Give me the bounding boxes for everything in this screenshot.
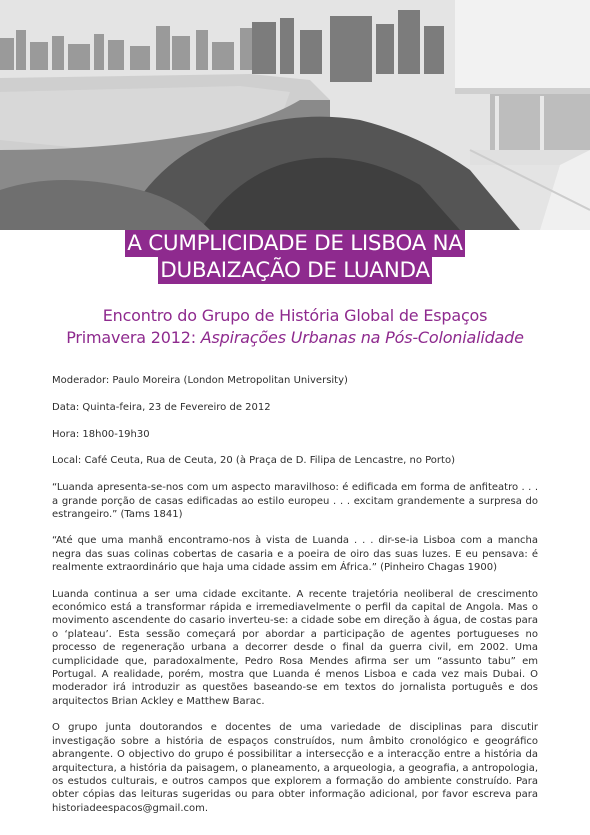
event-title	[0, 230, 590, 284]
subtitle-line-1: Encontro do Grupo de História Global de Espaços	[102, 306, 488, 325]
time-line: Hora: 18h00-19h30	[52, 428, 150, 440]
moderator-line: Moderador: Paulo Moreira (London Metropolitan University)	[52, 375, 348, 386]
luanda-bay-photo-icon	[0, 0, 590, 230]
header-photo	[0, 0, 590, 230]
description-paragraph: Luanda continua a ser uma cidade excitante. A recente trajetória neoliberal de crescimento económico está a transformar rápida e irremediavelmente o perfil da capital de Angola. Mas o movimento ascendente do casario inverteu-se: a cidade sobe em direção à água, de costas para o ‘plateau’. Esta sessão começará por abordar a participação de agentes portugueses no processo de regeneração urbana a decorrer desde o final da guerra civil, em 2002. Uma cumplicidade que, paradoxalmente, Pedro Rosa Mendes afirma ser um “assunto tabu” em Portugal. A realidade, porém, mostra que Luanda é menos Lisboa e cada vez mais Dubai. O moderador irá introduzir as questões baseando-se em textos do jornalista português e dos arquitectos Brian Ackley e Matthew Barac.	[52, 588, 538, 707]
quote-tams: “Luanda apresenta-se-nos com um aspecto maravilhoso: é edificada em forma de anfiteatro . . . a grande porção de casas edificadas ao estilo europeu . . . excitam grandemente a surpresa do estrangeiro.” (Tams 1841)	[52, 482, 538, 520]
subtitle-line-2	[0, 327, 590, 349]
quote-pinheiro-chagas: “Até que uma manhã encontramo-nos à vista de Luanda . . . dir-se-ia Lisboa com a mancha negra das suas colinas cobertas de casaria e a poeira de oiro das suas luzes. E eu pensava: é realmente extraordinário que haja uma cidade assim em África.” (Pinheiro Chagas 1900)	[52, 535, 538, 574]
subtitle-theme: Aspirações Urbanas na Pós-Colonialidade	[200, 328, 524, 347]
date-line: Data: Quinta-feira, 23 de Fevereiro de 2012	[52, 401, 271, 413]
event-subtitle	[0, 305, 590, 349]
location-line: Local: Café Ceuta, Rua de Ceuta, 20 (à Praça de D. Filipa de Lencastre, no Porto)	[52, 455, 455, 467]
title-line-1: A CUMPLICIDADE DE LISBOA NA	[127, 231, 463, 256]
title-line-2: DUBAIZAÇÃO DE LUANDA	[160, 258, 430, 283]
group-paragraph: O grupo junta doutorandos e docentes de uma variedade de disciplinas para discutir investigação sobre a história de espaços construídos, num âmbito cronológico e geográfico abrangente. O objectivo do grupo é possibilitar a intersecção e a interacção entre a história da arquitectura, a história da paisagem, o planeamento, a arqueologia, a geografia, a antropologia, os estudos culturais, e outros campos que explorem a formação do ambiente construído. Para obter cópias das leituras sugeridas ou para obter informação adicional, por favor escreva para historiadeespacos@gmail.com.	[52, 722, 538, 814]
subtitle-season: Primavera 2012:	[66, 328, 201, 347]
event-details	[52, 374, 538, 828]
